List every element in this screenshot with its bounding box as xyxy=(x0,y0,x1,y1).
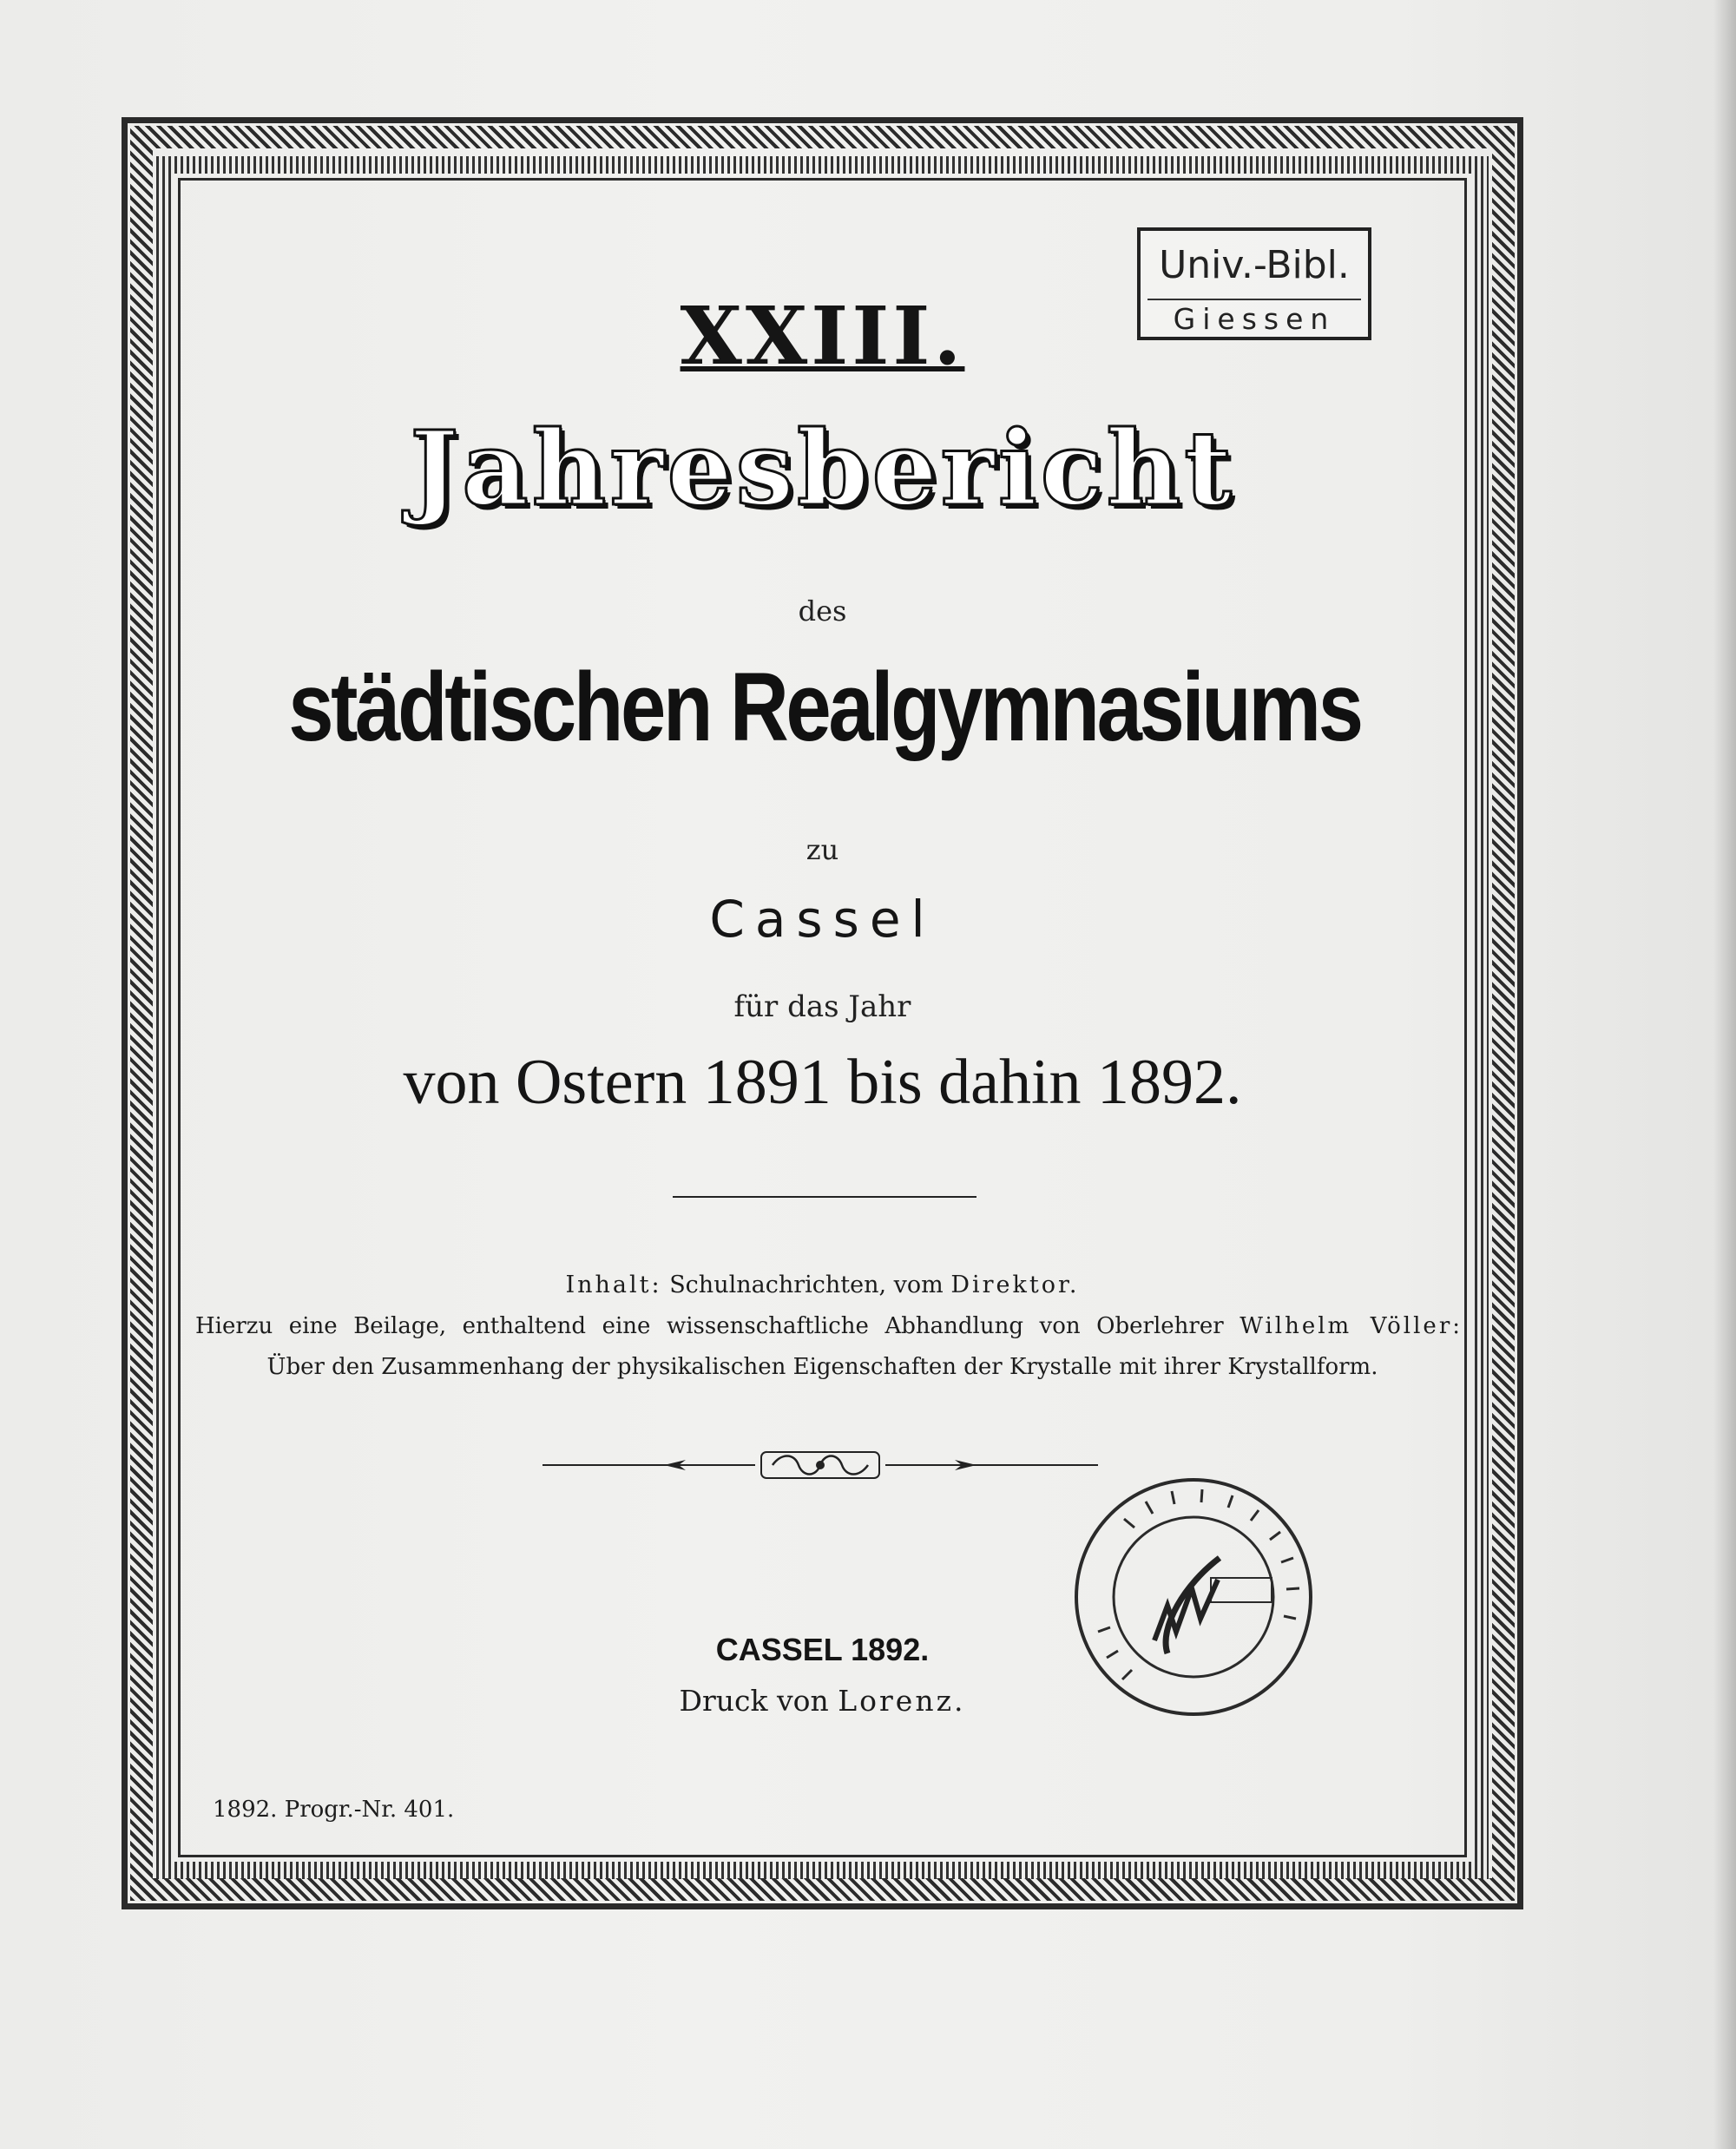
article-des: des xyxy=(798,595,847,628)
library-stamp-line1: Univ.-Bibl. xyxy=(1159,243,1350,287)
library-stamp-line2: Giessen xyxy=(1147,299,1361,336)
city-name: Cassel xyxy=(709,890,936,949)
printer-name: Lorenz. xyxy=(838,1684,966,1718)
contents-text: Schulnachrichten, vom xyxy=(669,1272,944,1298)
year-intro: für das Jahr xyxy=(733,989,911,1024)
supplement-author: Wilhelm Völler: xyxy=(1240,1313,1463,1339)
printer-prefix: Druck von xyxy=(679,1684,829,1718)
contents-line xyxy=(187,1272,1458,1298)
supplement-line-2: Über den Zusammenhang der physikalischen Eigenschaften der Krystalle mit ihrer Krystallform. xyxy=(266,1354,1378,1380)
contents-label: Inhalt: xyxy=(565,1272,662,1298)
institution-name: städtischen Realgymnasiums xyxy=(288,653,1361,761)
supplement-text: Hierzu eine Beilage, enthaltend eine wissenschaftliche Abhandlung von Oberlehrer xyxy=(195,1313,1224,1339)
contents-author: Direktor. xyxy=(950,1272,1080,1298)
page-edge-shadow xyxy=(1713,0,1736,2149)
volume-number: XXIII. xyxy=(680,289,965,383)
ornament-divider xyxy=(534,1443,1107,1487)
supplement-line-1 xyxy=(195,1313,1463,1339)
divider-rule xyxy=(673,1196,976,1198)
library-stamp xyxy=(1137,227,1371,340)
report-title: Jahresbericht xyxy=(410,408,1235,529)
report-period: von Ostern 1891 bis dahin 1892. xyxy=(403,1047,1242,1118)
round-library-stamp xyxy=(1063,1467,1324,1727)
preposition-zu: zu xyxy=(806,833,839,866)
program-number: 1892. Progr.-Nr. 401. xyxy=(213,1797,455,1823)
imprint-place: CASSEL 1892. xyxy=(715,1632,930,1667)
